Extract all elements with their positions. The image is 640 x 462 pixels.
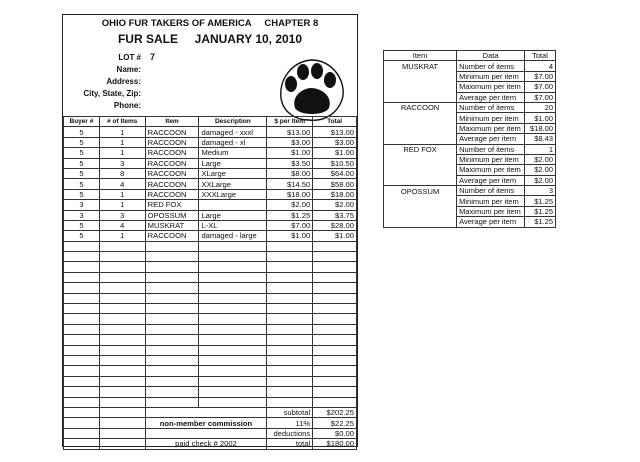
table-cell: $8.00 bbox=[267, 168, 313, 178]
blank-cell bbox=[267, 335, 313, 345]
table-cell: 3 bbox=[99, 158, 145, 168]
blank-row bbox=[64, 366, 357, 376]
table-cell: RACCOON bbox=[145, 158, 199, 168]
deductions-row bbox=[64, 428, 357, 438]
table-row bbox=[64, 200, 357, 210]
blank-cell bbox=[199, 304, 267, 314]
blank-cell bbox=[99, 252, 145, 262]
blank-cell bbox=[199, 366, 267, 376]
blank-cell bbox=[145, 262, 199, 272]
pivot-item bbox=[384, 134, 457, 144]
table-cell: 5 bbox=[64, 220, 100, 230]
pivot-data-label: Number of items bbox=[457, 102, 525, 112]
pivot-total: $2.00 bbox=[525, 175, 556, 185]
pivot-row bbox=[384, 165, 556, 175]
lot-label: LOT # bbox=[118, 53, 141, 62]
blank-cell bbox=[199, 345, 267, 355]
pivot-data-label: Minimum per item bbox=[457, 71, 525, 81]
table-cell: 5 bbox=[64, 179, 100, 189]
lot-value: 7 bbox=[150, 52, 156, 62]
table-cell: $1.00 bbox=[267, 148, 313, 158]
blank-cell bbox=[64, 366, 100, 376]
table-cell: RACCOON bbox=[145, 189, 199, 199]
blank-cell bbox=[145, 387, 199, 397]
pivot-data-label: Number of items bbox=[457, 144, 525, 154]
table-row bbox=[64, 148, 357, 158]
blank-cell bbox=[267, 272, 313, 282]
table-cell bbox=[199, 200, 267, 210]
total-row-caption: total bbox=[267, 439, 313, 449]
blank-cell bbox=[267, 241, 313, 251]
blank-cell bbox=[199, 376, 267, 386]
blank-cell bbox=[64, 335, 100, 345]
table-cell: $14.50 bbox=[267, 179, 313, 189]
table-cell: $3.00 bbox=[267, 137, 313, 147]
table-cell: RACCOON bbox=[145, 148, 199, 158]
table-cell: Large bbox=[199, 158, 267, 168]
blank-cell bbox=[267, 376, 313, 386]
table-cell: L-XL bbox=[199, 220, 267, 230]
blank-cell bbox=[145, 397, 199, 407]
city-label: City, State, Zip: bbox=[83, 89, 141, 98]
blank-cell bbox=[267, 355, 313, 365]
pivot-total: $18.00 bbox=[525, 123, 556, 133]
table-cell: 3 bbox=[64, 210, 100, 220]
blank-cell bbox=[313, 262, 357, 272]
blank-cell bbox=[64, 324, 100, 334]
blank-cell bbox=[313, 272, 357, 282]
commission-row-value: $22.25 bbox=[313, 418, 357, 428]
pivot-data-label: Average per item bbox=[457, 134, 525, 144]
blank-cell bbox=[64, 407, 100, 417]
blank-cell bbox=[145, 335, 199, 345]
blank-cell bbox=[99, 272, 145, 282]
subtotal-row-caption: subtotal bbox=[267, 407, 313, 417]
blank-cell bbox=[313, 397, 357, 407]
commission-row-label: non-member commission bbox=[145, 418, 267, 428]
pivot-row bbox=[384, 196, 556, 206]
pivot-data-label: Maximum per item bbox=[457, 123, 525, 133]
blank-cell bbox=[145, 376, 199, 386]
table-cell: OPOSSUM bbox=[145, 210, 199, 220]
blank-cell bbox=[99, 241, 145, 251]
pivot-data-label: Maximum per item bbox=[457, 82, 525, 92]
pivot-data-label: Minimum per item bbox=[457, 196, 525, 206]
column-header: Buyer # bbox=[64, 117, 100, 127]
pivot-row bbox=[384, 134, 556, 144]
table-cell: damaged - xl bbox=[199, 137, 267, 147]
blank-cell bbox=[99, 376, 145, 386]
blank-cell bbox=[99, 324, 145, 334]
blank-row bbox=[64, 376, 357, 386]
blank-cell bbox=[64, 439, 100, 449]
blank-cell bbox=[99, 407, 145, 417]
table-cell: 5 bbox=[64, 127, 100, 137]
pivot-total: $1.25 bbox=[525, 196, 556, 206]
pivot-item bbox=[384, 165, 457, 175]
blank-cell bbox=[145, 345, 199, 355]
phone-label: Phone: bbox=[113, 101, 141, 110]
blank-cell bbox=[145, 252, 199, 262]
table-cell: $58.00 bbox=[313, 179, 357, 189]
blank-cell bbox=[313, 355, 357, 365]
pivot-item bbox=[384, 154, 457, 164]
blank-cell bbox=[199, 262, 267, 272]
table-cell: $1.00 bbox=[313, 148, 357, 158]
pivot-total: 1 bbox=[525, 144, 556, 154]
blank-cell bbox=[99, 439, 145, 449]
blank-cell bbox=[267, 304, 313, 314]
table-cell: 4 bbox=[99, 220, 145, 230]
blank-cell bbox=[99, 304, 145, 314]
blank-cell bbox=[64, 355, 100, 365]
table-cell: 5 bbox=[64, 137, 100, 147]
pivot-item bbox=[384, 175, 457, 185]
pivot-row bbox=[384, 154, 556, 164]
column-header: Total bbox=[313, 117, 357, 127]
blank-row bbox=[64, 324, 357, 334]
table-cell: 1 bbox=[99, 127, 145, 137]
sale-sheet bbox=[62, 14, 358, 447]
subtotal-row-value: $202.25 bbox=[313, 407, 357, 417]
pivot-header: Data bbox=[457, 51, 525, 61]
table-cell: damaged - large bbox=[199, 231, 267, 241]
total-row-label: paid check # 2002 bbox=[145, 439, 267, 449]
column-header: $ per Item bbox=[267, 117, 313, 127]
pivot-item bbox=[384, 123, 457, 133]
blank-cell bbox=[267, 397, 313, 407]
org-title: OHIO FUR TAKERS OF AMERICA CHAPTER 8 bbox=[101, 18, 319, 29]
blank-cell bbox=[64, 314, 100, 324]
blank-row bbox=[64, 293, 357, 303]
pivot-row bbox=[384, 102, 556, 112]
table-cell: $1.25 bbox=[267, 210, 313, 220]
blank-cell bbox=[267, 293, 313, 303]
blank-row bbox=[64, 314, 357, 324]
blank-cell bbox=[313, 376, 357, 386]
blank-cell bbox=[64, 345, 100, 355]
pivot-row bbox=[384, 92, 556, 102]
pivot-item: RED FOX bbox=[384, 144, 457, 154]
table-cell: 1 bbox=[99, 200, 145, 210]
blank-cell bbox=[99, 428, 145, 438]
blank-cell bbox=[99, 345, 145, 355]
commission-row bbox=[64, 418, 357, 428]
blank-cell bbox=[199, 293, 267, 303]
table-cell: XXLarge bbox=[199, 179, 267, 189]
blank-cell bbox=[64, 293, 100, 303]
table-cell: Medium bbox=[199, 148, 267, 158]
blank-cell bbox=[313, 252, 357, 262]
blank-cell bbox=[199, 324, 267, 334]
pivot-total: $7.00 bbox=[525, 92, 556, 102]
pivot-total: 3 bbox=[525, 186, 556, 196]
pivot-item bbox=[384, 71, 457, 81]
pivot-row bbox=[384, 82, 556, 92]
pivot-row bbox=[384, 144, 556, 154]
table-row bbox=[64, 189, 357, 199]
pivot-data-label: Minimum per item bbox=[457, 113, 525, 123]
table-cell: RACCOON bbox=[145, 137, 199, 147]
blank-cell bbox=[199, 241, 267, 251]
table-cell: $64.00 bbox=[313, 168, 357, 178]
blank-row bbox=[64, 387, 357, 397]
blank-cell bbox=[267, 345, 313, 355]
name-label: Name: bbox=[116, 65, 141, 74]
subtotal-row bbox=[64, 407, 357, 417]
pivot-data-label: Number of items bbox=[457, 186, 525, 196]
pivot-total: 4 bbox=[525, 61, 556, 71]
table-cell: 5 bbox=[64, 231, 100, 241]
sale-title: FUR SALE JANUARY 10, 2010 bbox=[117, 32, 303, 46]
table-cell: $18.00 bbox=[267, 189, 313, 199]
table-cell: 5 bbox=[64, 168, 100, 178]
pivot-total: $2.00 bbox=[525, 165, 556, 175]
table-cell: $3.00 bbox=[313, 137, 357, 147]
table-cell: $1.00 bbox=[267, 231, 313, 241]
pivot-header: Total bbox=[525, 51, 556, 61]
table-cell: 1 bbox=[99, 137, 145, 147]
pivot-row bbox=[384, 61, 556, 71]
blank-cell bbox=[99, 418, 145, 428]
pivot-row bbox=[384, 123, 556, 133]
blank-cell bbox=[64, 397, 100, 407]
blank-cell bbox=[267, 366, 313, 376]
pivot-total: $8.43 bbox=[525, 134, 556, 144]
table-cell: RACCOON bbox=[145, 127, 199, 137]
table-cell: $28.00 bbox=[313, 220, 357, 230]
table-cell: damaged - xxxl bbox=[199, 127, 267, 137]
blank-row bbox=[64, 335, 357, 345]
table-cell: RACCOON bbox=[145, 179, 199, 189]
blank-row bbox=[64, 304, 357, 314]
blank-cell bbox=[145, 304, 199, 314]
pivot-data-label: Number of items bbox=[457, 61, 525, 71]
blank-cell bbox=[145, 324, 199, 334]
blank-cell bbox=[199, 283, 267, 293]
lot-table bbox=[63, 116, 357, 450]
pivot-total: 20 bbox=[525, 102, 556, 112]
pivot-data-label: Average per item bbox=[457, 175, 525, 185]
pivot-row bbox=[384, 217, 556, 227]
subtotal-row-label bbox=[145, 407, 267, 417]
pivot-data-label: Maximum per item bbox=[457, 206, 525, 216]
table-cell: $18.00 bbox=[313, 189, 357, 199]
pivot-item bbox=[384, 82, 457, 92]
pivot-item: MUSKRAT bbox=[384, 61, 457, 71]
address-label: Address: bbox=[106, 77, 141, 86]
pivot-row bbox=[384, 71, 556, 81]
table-cell: 5 bbox=[64, 189, 100, 199]
blank-cell bbox=[99, 366, 145, 376]
table-row bbox=[64, 127, 357, 137]
blank-cell bbox=[99, 293, 145, 303]
table-cell: $7.00 bbox=[267, 220, 313, 230]
blank-row bbox=[64, 355, 357, 365]
blank-cell bbox=[313, 366, 357, 376]
table-row bbox=[64, 179, 357, 189]
pivot-data-label: Average per item bbox=[457, 217, 525, 227]
blank-cell bbox=[145, 241, 199, 251]
table-cell: $13.00 bbox=[313, 127, 357, 137]
table-row bbox=[64, 231, 357, 241]
blank-cell bbox=[145, 293, 199, 303]
table-cell: 5 bbox=[64, 158, 100, 168]
blank-row bbox=[64, 272, 357, 282]
pivot-row bbox=[384, 186, 556, 196]
table-row bbox=[64, 137, 357, 147]
blank-cell bbox=[99, 355, 145, 365]
total-row-value: $180.00 bbox=[313, 439, 357, 449]
table-cell: MUSKRAT bbox=[145, 220, 199, 230]
blank-cell bbox=[313, 324, 357, 334]
blank-cell bbox=[145, 314, 199, 324]
column-header: Description bbox=[199, 117, 267, 127]
table-cell: $3.75 bbox=[313, 210, 357, 220]
blank-cell bbox=[199, 252, 267, 262]
pivot-header: Item bbox=[384, 51, 457, 61]
blank-cell bbox=[267, 262, 313, 272]
blank-cell bbox=[313, 314, 357, 324]
blank-cell bbox=[313, 304, 357, 314]
table-cell: 5 bbox=[64, 148, 100, 158]
table-cell: $3.50 bbox=[267, 158, 313, 168]
blank-row bbox=[64, 397, 357, 407]
table-cell: 4 bbox=[99, 179, 145, 189]
blank-cell bbox=[99, 314, 145, 324]
total-row bbox=[64, 439, 357, 449]
pivot-row bbox=[384, 206, 556, 216]
blank-row bbox=[64, 262, 357, 272]
blank-cell bbox=[64, 241, 100, 251]
pivot-total: $1.25 bbox=[525, 206, 556, 216]
blank-cell bbox=[99, 262, 145, 272]
pivot-row bbox=[384, 113, 556, 123]
table-row bbox=[64, 168, 357, 178]
table-cell: Large bbox=[199, 210, 267, 220]
blank-cell bbox=[99, 397, 145, 407]
table-cell: 3 bbox=[64, 200, 100, 210]
pivot-data-label: Average per item bbox=[457, 92, 525, 102]
blank-cell bbox=[199, 314, 267, 324]
blank-cell bbox=[64, 272, 100, 282]
blank-cell bbox=[313, 345, 357, 355]
pivot-data-label: Minimum per item bbox=[457, 154, 525, 164]
pivot-item: OPOSSUM bbox=[384, 186, 457, 196]
blank-cell bbox=[99, 335, 145, 345]
pivot-item bbox=[384, 113, 457, 123]
table-row bbox=[64, 220, 357, 230]
blank-cell bbox=[199, 355, 267, 365]
table-cell: RACCOON bbox=[145, 231, 199, 241]
blank-cell bbox=[313, 241, 357, 251]
table-cell: 1 bbox=[99, 231, 145, 241]
table-cell: 8 bbox=[99, 168, 145, 178]
blank-cell bbox=[64, 387, 100, 397]
table-row bbox=[64, 158, 357, 168]
blank-cell bbox=[145, 272, 199, 282]
blank-row bbox=[64, 345, 357, 355]
pivot-total: $1.25 bbox=[525, 217, 556, 227]
table-cell: 3 bbox=[99, 210, 145, 220]
pivot-data-label: Maximum per item bbox=[457, 165, 525, 175]
blank-cell bbox=[199, 272, 267, 282]
pivot-item bbox=[384, 196, 457, 206]
blank-cell bbox=[313, 293, 357, 303]
blank-cell bbox=[145, 366, 199, 376]
blank-cell bbox=[199, 397, 267, 407]
blank-cell bbox=[267, 252, 313, 262]
blank-cell bbox=[267, 387, 313, 397]
blank-cell bbox=[267, 314, 313, 324]
table-cell: $10.50 bbox=[313, 158, 357, 168]
table-cell: $13.00 bbox=[267, 127, 313, 137]
blank-cell bbox=[99, 387, 145, 397]
pivot-total: $2.00 bbox=[525, 154, 556, 164]
blank-row bbox=[64, 283, 357, 293]
blank-cell bbox=[267, 283, 313, 293]
pivot-item: RACCOON bbox=[384, 102, 457, 112]
blank-cell bbox=[267, 324, 313, 334]
pivot-item bbox=[384, 206, 457, 216]
table-cell: RACCOON bbox=[145, 168, 199, 178]
pivot-row bbox=[384, 175, 556, 185]
blank-cell bbox=[64, 304, 100, 314]
blank-cell bbox=[145, 355, 199, 365]
table-cell: $1.00 bbox=[313, 231, 357, 241]
table-cell: XXXLarge bbox=[199, 189, 267, 199]
blank-cell bbox=[313, 283, 357, 293]
column-header: Item bbox=[145, 117, 199, 127]
table-cell: RED FOX bbox=[145, 200, 199, 210]
pivot-table bbox=[383, 50, 556, 228]
blank-row bbox=[64, 252, 357, 262]
blank-cell bbox=[64, 283, 100, 293]
deductions-row-caption: deductions bbox=[267, 428, 313, 438]
table-cell: XLarge bbox=[199, 168, 267, 178]
table-cell: 1 bbox=[99, 148, 145, 158]
table-cell: $2.00 bbox=[267, 200, 313, 210]
column-header: # of Items bbox=[99, 117, 145, 127]
blank-cell bbox=[64, 376, 100, 386]
pivot-total: $7.00 bbox=[525, 71, 556, 81]
pivot-item bbox=[384, 92, 457, 102]
pivot-total: $7.00 bbox=[525, 82, 556, 92]
table-row bbox=[64, 210, 357, 220]
blank-cell bbox=[64, 428, 100, 438]
commission-row-caption: 11% bbox=[267, 418, 313, 428]
deductions-row-value: $0.00 bbox=[313, 428, 357, 438]
blank-row bbox=[64, 241, 357, 251]
pivot-total: $1.00 bbox=[525, 113, 556, 123]
blank-cell bbox=[64, 252, 100, 262]
pivot-item bbox=[384, 217, 457, 227]
blank-cell bbox=[313, 387, 357, 397]
blank-cell bbox=[99, 283, 145, 293]
blank-cell bbox=[64, 418, 100, 428]
blank-cell bbox=[145, 283, 199, 293]
blank-cell bbox=[64, 262, 100, 272]
blank-cell bbox=[199, 387, 267, 397]
deductions-row-label bbox=[145, 428, 267, 438]
blank-cell bbox=[313, 335, 357, 345]
blank-cell bbox=[199, 335, 267, 345]
table-cell: $2.00 bbox=[313, 200, 357, 210]
table-cell: 1 bbox=[99, 189, 145, 199]
